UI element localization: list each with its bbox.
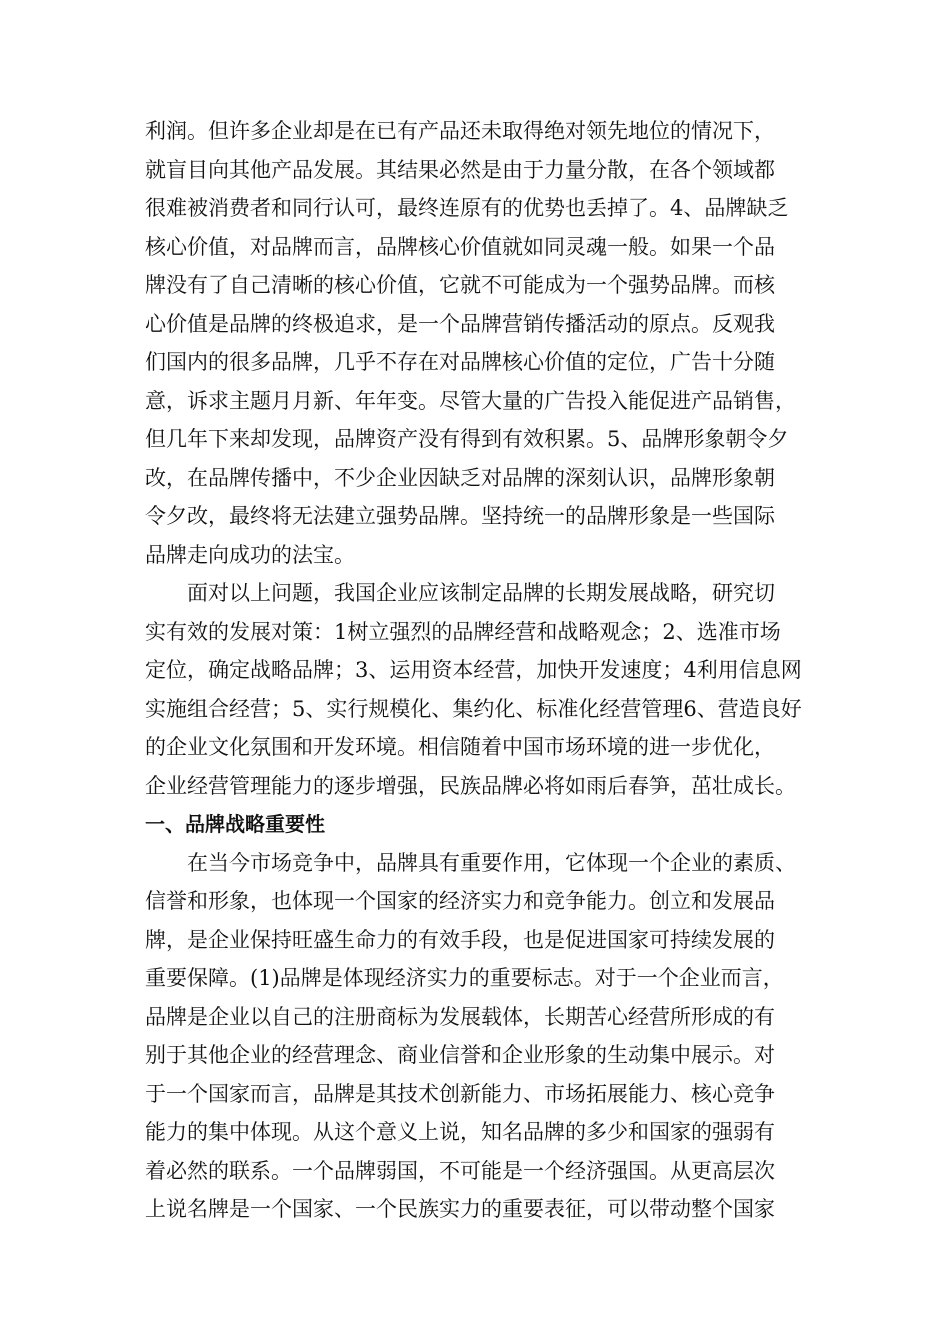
text-line: 能力的集中体现。从这个意义上说，知名品牌的多少和国家的强弱有 — [145, 1120, 775, 1144]
text-line: 核心价值，对品牌而言，品牌核心价值就如同灵魂一般。如果一个品 — [145, 234, 775, 259]
text-line: 在当今市场竞争中，品牌具有重要作用，它体现一个企业的素质、 — [187, 850, 796, 875]
text-line: 但几年下来却发现，品牌资产没有得到有效积累。5、品牌形象朝令夕 — [145, 427, 789, 451]
text-line: 令夕改，最终将无法建立强势品牌。坚持统一的品牌形象是一些国际 — [145, 504, 775, 528]
text-line: 上说名牌是一个国家、一个民族实力的重要表征，可以带动整个国家 — [145, 1197, 775, 1221]
text-line: 心价值是品牌的终极追求，是一个品牌营销传播活动的原点。反观我 — [145, 311, 775, 336]
text-line: 别于其他企业的经营理念、商业信誉和企业形象的生动集中展示。对 — [145, 1043, 775, 1067]
text-line: 实施组合经营；5、实行规模化、集约化、标准化经营管理6、营造良好 — [145, 696, 802, 721]
text-line: 利润。但许多企业却是在已有产品还未取得绝对领先地位的情况下， — [145, 119, 775, 143]
text-line: 面对以上问题，我国企业应该制定品牌的长期发展战略，研究切 — [187, 581, 775, 605]
text-line: 着必然的联系。一个品牌弱国，不可能是一个经济强国。从更高层次 — [145, 1158, 775, 1183]
text-line: 很难被消费者和同行认可，最终连原有的优势也丢掉了。4、品牌缺乏 — [145, 196, 789, 220]
text-line: 重要保障。(1)品牌是体现经济实力的重要标志。对于一个企业而言， — [145, 966, 784, 990]
document-body — [145, 112, 810, 1229]
text-line: 意，诉求主题月月新、年年变。尽管大量的广告投入能促进产品销售， — [145, 388, 796, 413]
text-line: 于一个国家而言，品牌是其技术创新能力、市场拓展能力、核心竞争 — [145, 1081, 775, 1106]
text-line: 牌没有了自己清晰的核心价值，它就不可能成为一个强势品牌。而核 — [145, 273, 775, 297]
text-line: 们国内的很多品牌，几乎不存在对品牌核心价值的定位，广告十分随 — [145, 350, 775, 374]
text-line: 信誉和形象，也体现一个国家的经济实力和竞争能力。创立和发展品 — [145, 889, 775, 913]
text-line: 改，在品牌传播中，不少企业因缺乏对品牌的深刻认识，品牌形象朝 — [145, 465, 775, 490]
text-line: 的企业文化氛围和开发环境。相信随着中国市场环境的进一步优化， — [145, 735, 775, 759]
text-line: 企业经营管理能力的逐步增强，民族品牌必将如雨后春笋，茁壮成长。 — [145, 773, 796, 798]
text-line: 牌，是企业保持旺盛生命力的有效手段，也是促进国家可持续发展的 — [145, 927, 775, 952]
text-line: 品牌走向成功的法宝。 — [145, 542, 355, 567]
paragraph-brand-importance — [145, 844, 810, 1229]
section-heading: 一、品牌战略重要性 — [145, 812, 325, 836]
paragraph-brand-problems — [145, 112, 810, 574]
text-line: 就盲目向其他产品发展。其结果必然是由于力量分散，在各个领域都 — [145, 157, 775, 182]
text-line: 品牌是企业以自己的注册商标为发展载体，长期苦心经营所形成的有 — [145, 1004, 775, 1029]
text-line: 定位，确定战略品牌；3、运用资本经营，加快开发速度；4利用信息网 — [145, 658, 802, 682]
paragraph-development-strategy — [145, 574, 810, 805]
text-line: 实有效的发展对策：1树立强烈的品牌经营和战略观念；2、选准市场 — [145, 619, 781, 644]
